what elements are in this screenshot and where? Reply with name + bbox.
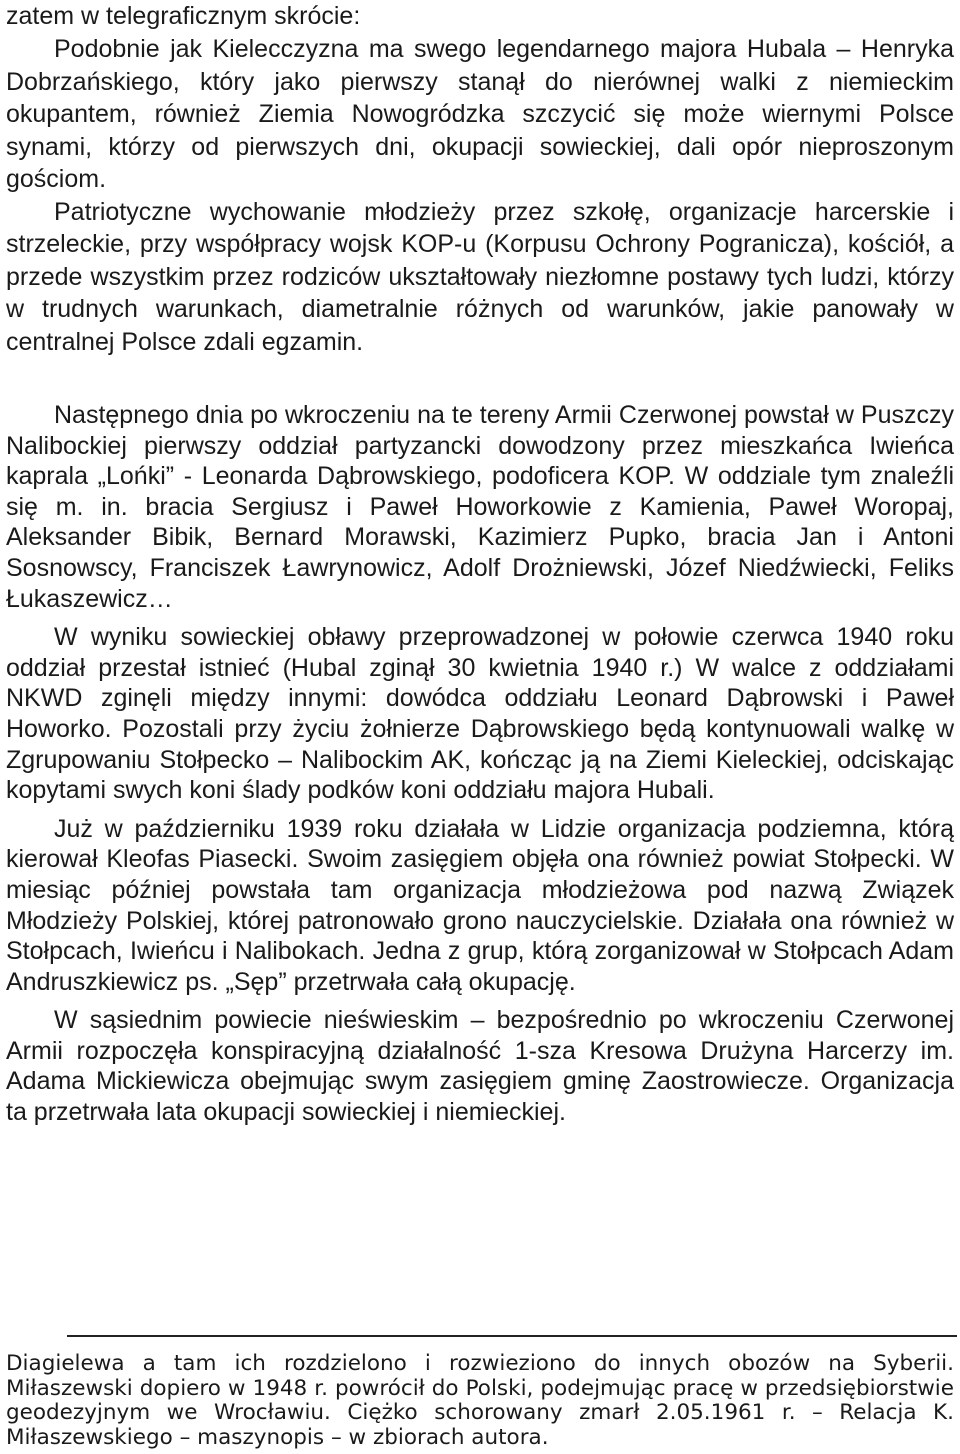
body-paragraph: W wyniku sowieckiej obławy przeprowadzonej w połowie czerwca 1940 roku oddział przestał istnieć (Hubal zginął 30 kwietnia 1940 r.) W walce z oddziałami NKWD zginęli między innymi: dowódca oddziału Leonard Dąbrowski i Paweł Howorko. Pozostali przy życiu żołnierze Dąbrowskiego będą kontynuowali walkę w Zgrupowaniu Stołpecko – Nalibockim AK, kończąc ją na Ziemi Kieleckiej, odciskając kopytami swych koni ślady podków koni oddziału majora Hubali. bbox=[6, 623, 954, 805]
body-paragraph: Już w październiku 1939 roku działała w Lidzie organizacja podziemna, którą kierował Kleofas Piasecki. Swoim zasięgiem objęła ona również powiat Stołpecki. W miesiąc później powstała tam organizacja młodzieżowa pod nazwą Związek Młodzieży Polskiej, której patronowało grono nauczycielskie. Działała ona również w Stołpcach, Iwieńcu i Nalibokach. Jedna z grup, którą zorganizował w Stołpcach Adam Andruszkiewicz ps. „Sęp” przetrwała całą okupację. bbox=[6, 814, 954, 996]
body-paragraph: W sąsiednim powiecie nieświeskim – bezpośrednio po wkroczeniu Czerwonej Armii rozpoczęła konspiracyjną działalność 1-sza Kresowa Drużyna Harcerzy im. Adama Mickiewicza obejmując swym zasięgiem gminę Zaostrowiecze. Organizacja ta przetrwała lata okupacji sowieckiej i niemieckiej. bbox=[6, 1006, 954, 1127]
intro-line: zatem w telegraficznym skrócie: bbox=[6, 2, 361, 30]
body-paragraph: Następnego dnia po wkroczeniu na te tereny Armii Czerwonej powstał w Puszczy Nalibockiej pierwszy oddział partyzancki dowodzony przez mieszkańca Iwieńca kaprala „Lońki” - Leonarda Dąbrowskiego, podoficera KOP. W oddziale tym znaleźli się m. in. bracia Sergiusz i Paweł Howorkowie z Kamienia, Paweł Woropaj, Aleksander Bibik, Bernard Morawski, Kazimierz Pupko, bracia Jan i Antoni Sosnowscy, Franciszek Ławrynowicz, Adolf Drożniewski, Józef Niedźwiecki, Feliks Łukaszewicz… bbox=[6, 401, 954, 613]
main-text bbox=[6, 400, 954, 1136]
quoted-passage bbox=[6, 33, 954, 358]
footnote-divider bbox=[67, 1335, 957, 1337]
quote-paragraph: Podobnie jak Kielecczyzna ma swego legendarnego majora Hubala – Henryka Dobrzańskiego, który jako pierwszy stanął do nierównej walki z niemieckim okupantem, również Ziemia Nowogródzka szczycić się może wiernymi Polsce synami, którzy od pierwszych dni, okupacji sowieckiej, dali opór nieproszonym gościom. bbox=[6, 35, 954, 193]
quote-paragraph: Patriotyczne wychowanie młodzieży przez szkołę, organizacje harcerskie i strzeleckie, przy współpracy wojsk KOP-u (Korpusu Ochrony Pogranicza), kościół, a przede wszystkim przez rodziców ukształtowały niezłomne postawy tych ludzi, którzy w trudnych warunkach, diametralnie różnych od warunków, jakie panowały w centralnej Polsce zdali egzamin. bbox=[6, 197, 954, 356]
footnote: Diagielewa a tam ich rozdzielono i rozwieziono do innych obozów na Syberii. Miłaszewski dopiero w 1948 r. powrócił do Polski, podejmując pracę w przedsiębiorstwie geodezyjnym we Wrocławiu. Ciężko schorowany zmarł 2.05.1961 r. – Relacja K. Miłaszewskiego – maszynopis – w zbiorach autora. bbox=[6, 1351, 954, 1450]
